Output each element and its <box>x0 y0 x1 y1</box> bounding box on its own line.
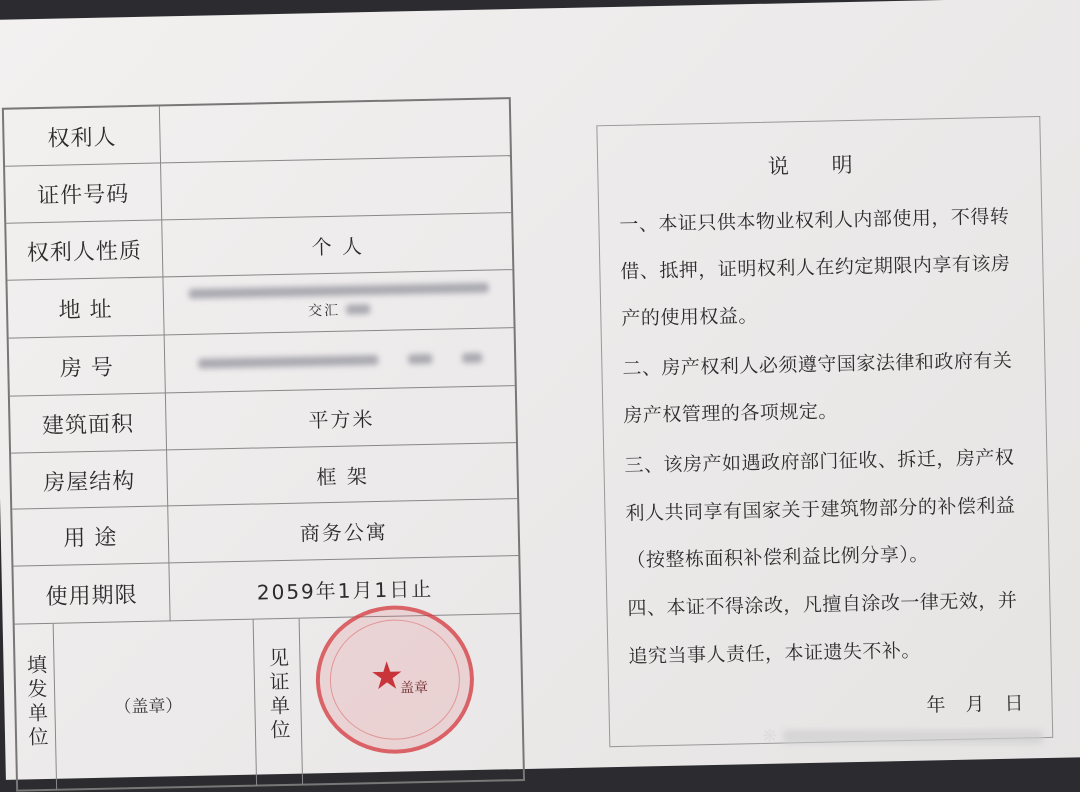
holder-type-label: 权利人性质 <box>6 220 163 280</box>
note-line: 房产权管理的各项规定。 <box>623 400 839 427</box>
redaction-blur <box>189 283 489 299</box>
right-holder-label: 权利人 <box>4 106 161 165</box>
room-number-label: 房 号 <box>9 335 166 396</box>
address-fragment: 交汇 <box>308 302 341 320</box>
term-value: 2059年1月1日止 <box>256 576 434 605</box>
issuer-label: 填发单位 <box>23 653 50 751</box>
note-line: 产的使用权益。 <box>621 304 759 330</box>
note-line: 一、本证只供本物业权利人内部使用，不得转 <box>619 205 1010 236</box>
term-label: 使用期限 <box>13 563 170 624</box>
redaction-blur <box>198 355 378 369</box>
notes-panel <box>596 116 1053 747</box>
note-line: 借、抵押，证明权利人在约定期限内享有该房 <box>620 252 1011 283</box>
notes-title: 说 明 <box>767 152 871 179</box>
usage-label: 用 途 <box>12 506 169 566</box>
address-value <box>164 270 513 335</box>
note-line: 四、本证不得涂改，凡擅自涂改一律无效，并 <box>627 589 1018 620</box>
note-line: （按整栋面积补偿利益比例分享）。 <box>626 543 930 572</box>
note-line: 利人共同享有国家关于建筑物部分的补偿利益 <box>625 494 1016 525</box>
address-second-line <box>308 299 370 320</box>
room-number-value <box>166 328 515 393</box>
note-line: 三、该房产如遇政府部门征收、拆迁，房产权 <box>624 446 1015 477</box>
right-holder-value <box>161 99 510 162</box>
star-icon: ★ <box>369 653 405 699</box>
address-redacted-line <box>189 283 489 299</box>
seal-text: 盖章 <box>399 679 429 697</box>
note-line: 二、房产权利人必须遵守国家法律和政府有关 <box>622 349 1013 380</box>
issuer-label-cell <box>15 624 57 791</box>
redaction-blur <box>462 353 482 363</box>
usage-value: 商务公寓 <box>299 519 389 546</box>
note-line: 追究当事人责任，本证遗失不补。 <box>628 639 922 668</box>
notes-date: 年 月 日 <box>926 692 1024 717</box>
issuer-stamp-cell <box>55 620 257 790</box>
witness-label-cell <box>255 619 303 786</box>
witness-label: 见证单位 <box>265 646 292 744</box>
structure-value: 框 架 <box>316 463 370 489</box>
holder-type-value: 个 人 <box>311 234 365 260</box>
floor-area-label: 建筑面积 <box>10 393 167 453</box>
address-label: 地 址 <box>7 277 164 338</box>
id-number-value <box>162 156 511 220</box>
redaction-blur <box>346 304 370 315</box>
floor-area-value: 平方米 <box>308 407 375 433</box>
watermark <box>762 726 1043 747</box>
chat-bubble-icon: ❋ <box>762 726 778 747</box>
redaction-blur <box>408 354 432 365</box>
watermark-redaction <box>783 730 1043 744</box>
issuer-stamp-label: （盖章） <box>114 696 183 718</box>
structure-label: 房屋结构 <box>11 450 168 509</box>
id-number-label: 证件号码 <box>5 163 162 223</box>
